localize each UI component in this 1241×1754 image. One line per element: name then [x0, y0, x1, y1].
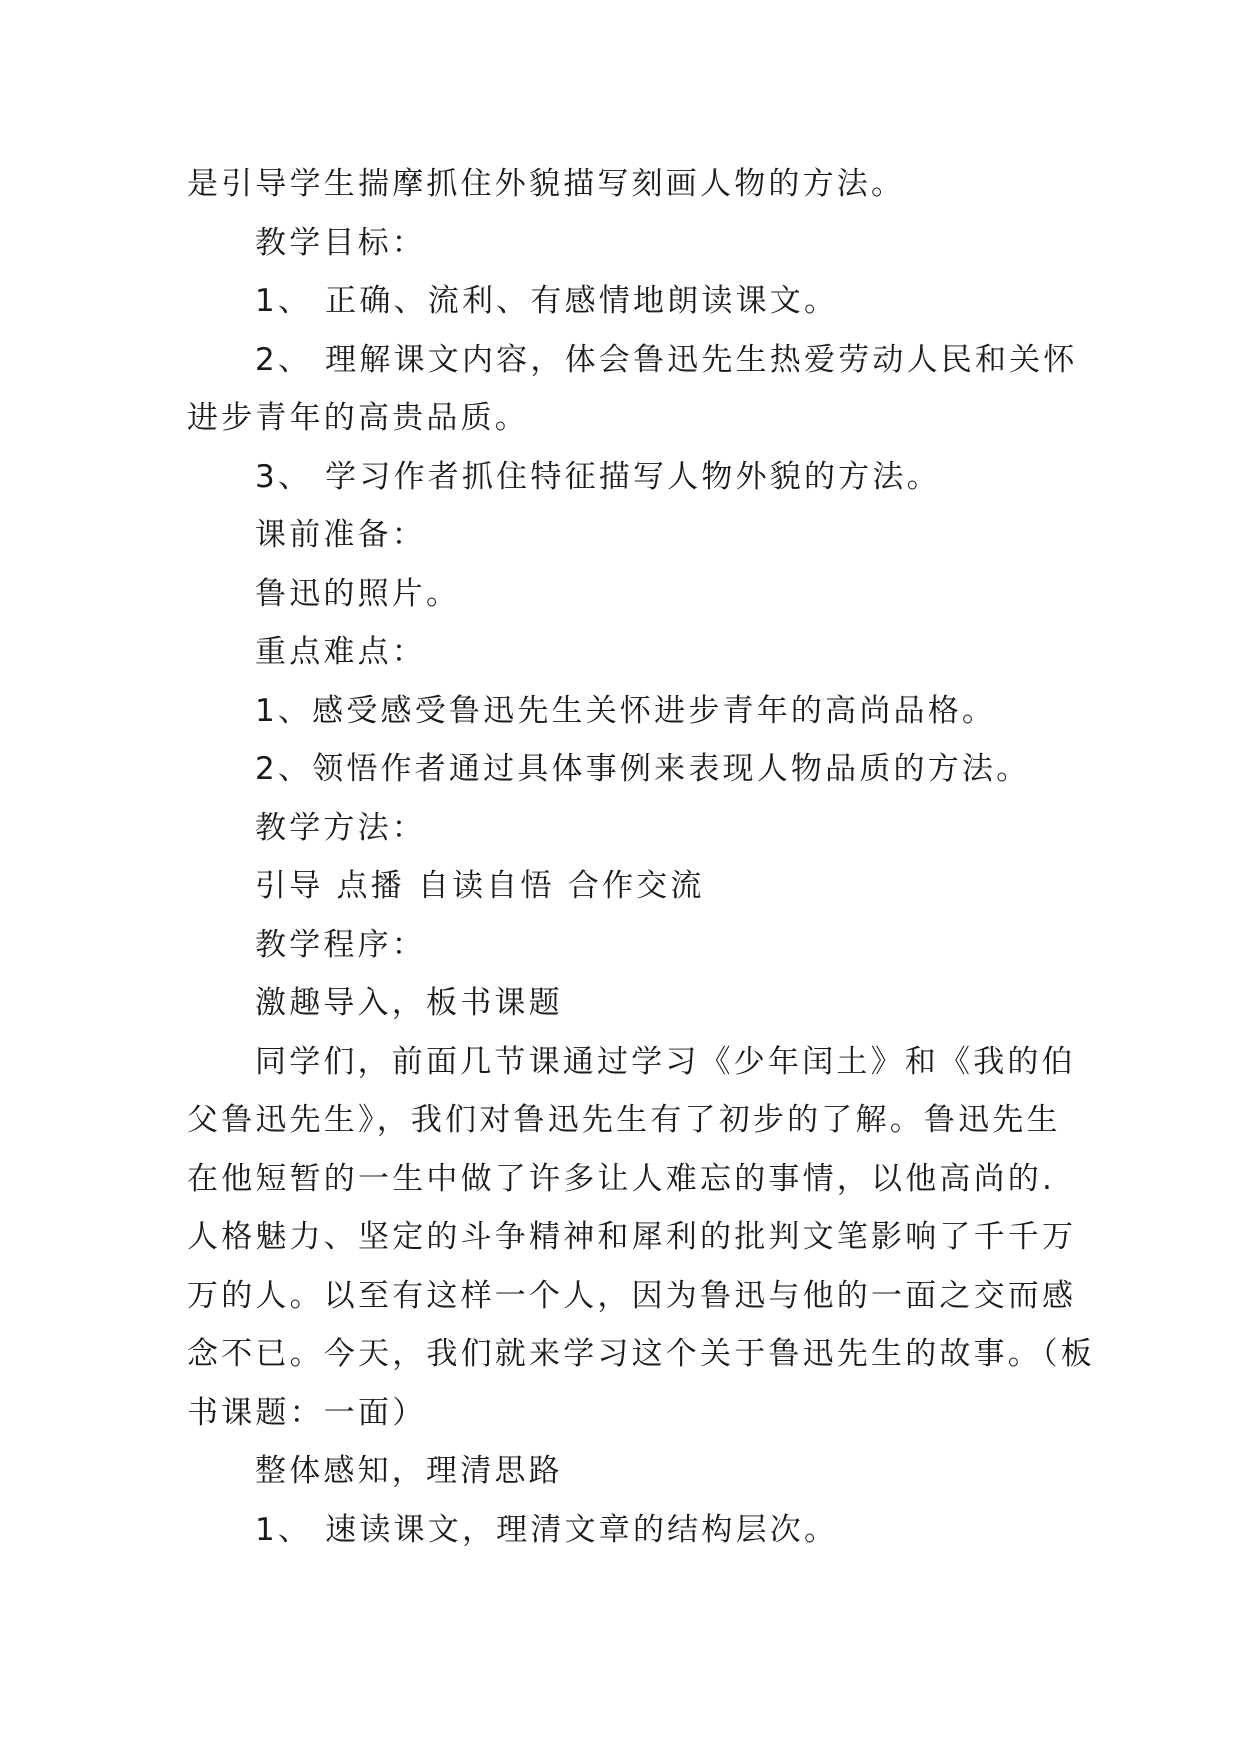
text-line: 引导 点播 自读自悟 合作交流	[255, 868, 705, 904]
section-heading-key-points: 重点难点：	[255, 634, 426, 670]
paragraph-line: 父鲁迅先生》，我们对鲁迅先生有了初步的了解。鲁迅先生	[187, 1102, 1061, 1138]
list-item: 1、 正确、流利、有感情地朗读课文。	[255, 283, 839, 319]
document-page	[187, 155, 1095, 1559]
paragraph-line: 书课题：一面）	[187, 1394, 427, 1431]
text-line: 鲁迅的照片。	[255, 575, 461, 612]
section-heading-objectives: 教学目标：	[255, 224, 426, 261]
paragraph-line: 万的人。以至有这样一个人，因为鲁迅与他的一面之交而感	[187, 1277, 1077, 1314]
section-heading-preparation: 课前准备：	[255, 517, 426, 553]
text-line: 进步青年的高贵品质。	[187, 400, 529, 436]
list-item: 1、感受感受鲁迅先生关怀进步青年的高尚品格。	[255, 692, 997, 729]
subsection-heading: 整体感知，理清思路	[255, 1453, 563, 1489]
list-item: 1、 速读课文，理清文章的结构层次。	[255, 1511, 839, 1548]
paragraph-line: 人格魅力、坚定的斗争精神和犀利的批判文笔影响了千千万	[187, 1219, 1077, 1255]
list-item: 2、 理解课文内容，体会鲁迅先生热爱劳动人民和关怀	[255, 341, 1078, 378]
paragraph-line: 在他短暂的一生中做了许多让人难忘的事情，以他高尚的.	[187, 1160, 1056, 1197]
section-heading-procedure: 教学程序：	[255, 926, 426, 963]
section-heading-methods: 教学方法：	[255, 809, 426, 846]
list-item: 2、领悟作者通过具体事例来表现人物品质的方法。	[255, 751, 1031, 787]
paragraph-line: 念不已。今天，我们就来学习这个关于鲁迅先生的故事。（板	[187, 1336, 1095, 1372]
text-line: 是引导学生揣摩抓住外貌描写刻画人物的方法。	[187, 166, 906, 202]
list-item: 3、 学习作者抓住特征描写人物外貌的方法。	[255, 458, 941, 495]
subsection-heading: 激趣导入，板书课题	[255, 985, 563, 1021]
paragraph-line: 同学们，前面几节课通过学习《少年闰土》和《我的伯	[255, 1043, 1076, 1080]
